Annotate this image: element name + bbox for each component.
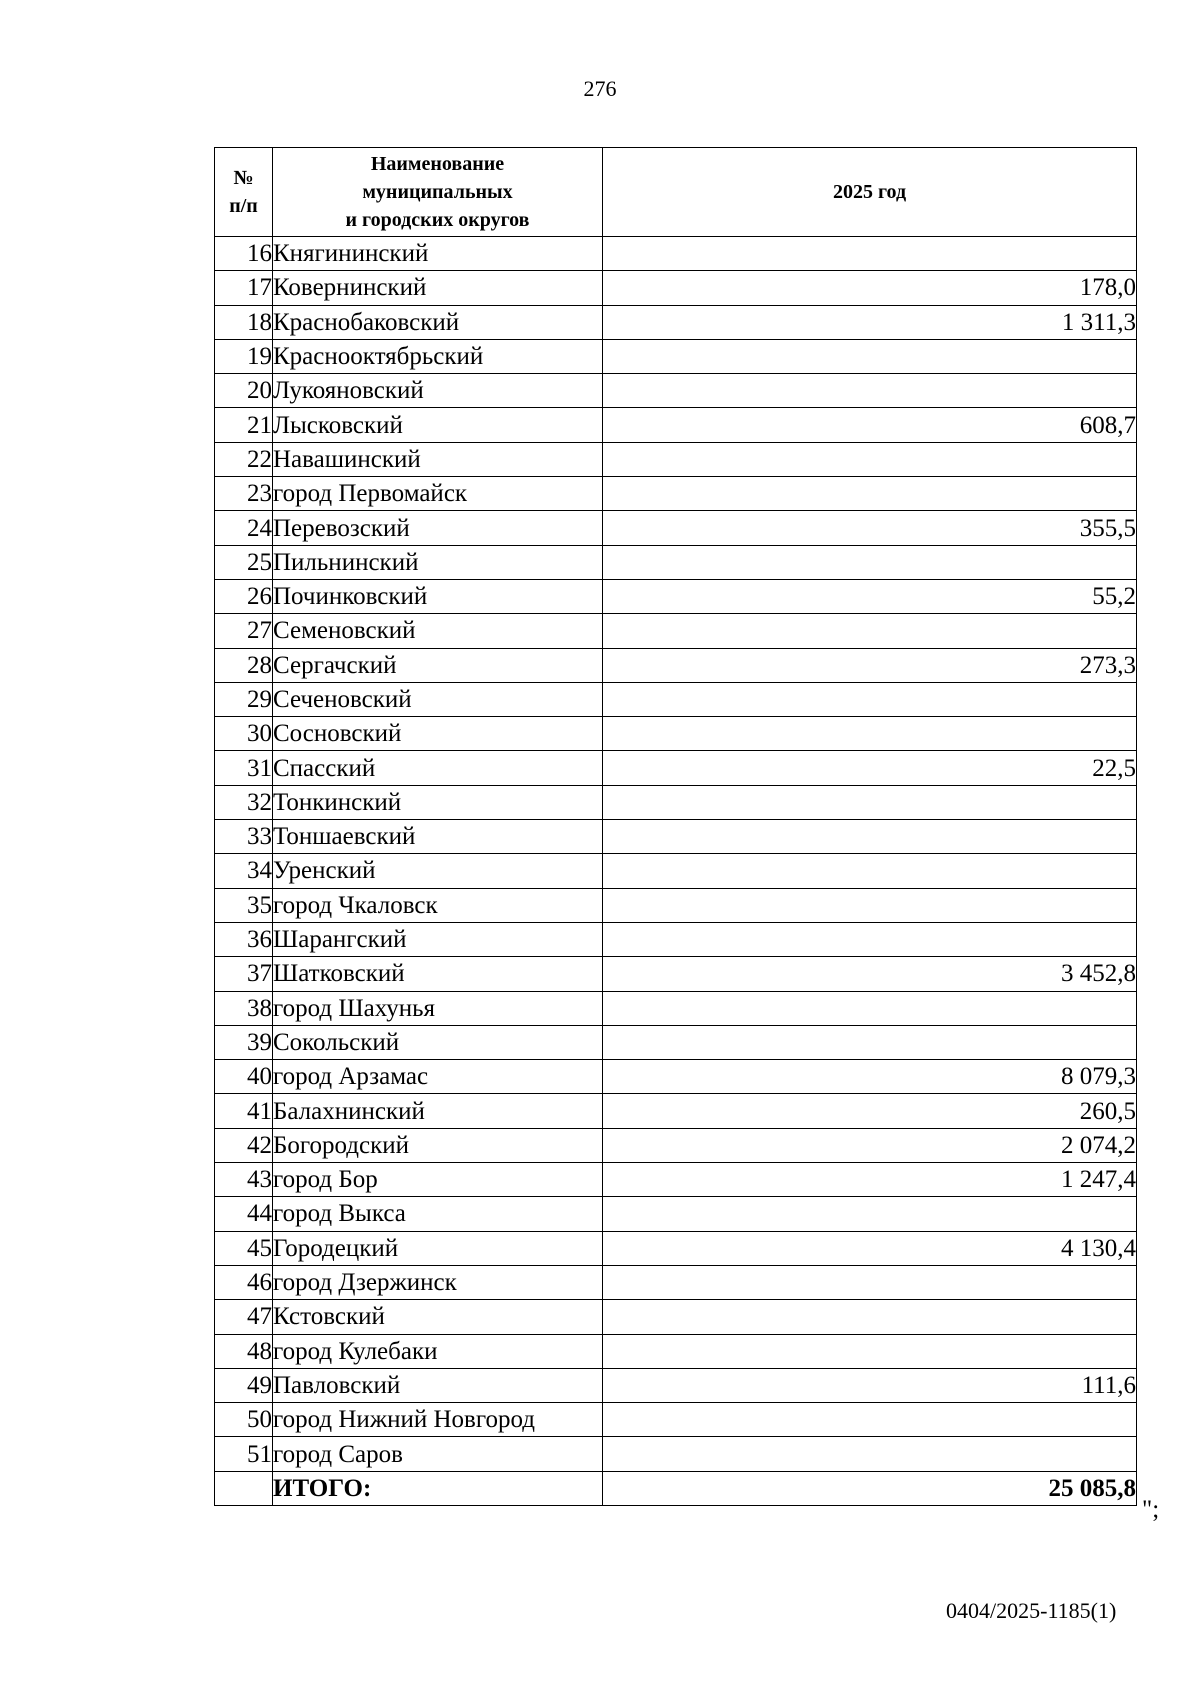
municipality-name: город Чкаловск [273, 888, 603, 922]
amount-2025: 1 311,3 [603, 305, 1137, 339]
row-number: 50 [215, 1403, 273, 1437]
amount-2025: 4 130,4 [603, 1231, 1137, 1265]
header-name-line-2: муниципальных [362, 181, 513, 203]
municipality-name: город Бор [273, 1163, 603, 1197]
table-row [215, 237, 1137, 271]
table-row [215, 408, 1137, 442]
table-row [215, 1231, 1137, 1265]
row-number: 20 [215, 374, 273, 408]
row-number: 34 [215, 854, 273, 888]
municipality-name: Перевозский [273, 511, 603, 545]
table-row [215, 957, 1137, 991]
header-year: 2025 год [603, 148, 1137, 237]
row-number: 19 [215, 339, 273, 373]
municipality-name: Тоншаевский [273, 820, 603, 854]
municipality-name: город Дзержинск [273, 1265, 603, 1299]
table-row [215, 1197, 1137, 1231]
table-row [215, 888, 1137, 922]
municipality-name: город Выкса [273, 1197, 603, 1231]
municipality-name: Городецкий [273, 1231, 603, 1265]
table-row [215, 682, 1137, 716]
amount-2025: 273,3 [603, 648, 1137, 682]
table-row [215, 339, 1137, 373]
amount-2025 [603, 1265, 1137, 1299]
amount-2025: 8 079,3 [603, 1060, 1137, 1094]
table-row [215, 1025, 1137, 1059]
table-row [215, 854, 1137, 888]
row-number: 44 [215, 1197, 273, 1231]
amount-2025 [603, 717, 1137, 751]
row-number: 30 [215, 717, 273, 751]
total-label: ИТОГО: [273, 1471, 603, 1505]
municipality-name: Сеченовский [273, 682, 603, 716]
municipality-name: город Арзамас [273, 1060, 603, 1094]
amount-2025 [603, 1334, 1137, 1368]
row-number: 31 [215, 751, 273, 785]
amount-2025 [603, 339, 1137, 373]
row-number: 39 [215, 1025, 273, 1059]
row-number: 25 [215, 545, 273, 579]
amount-2025 [603, 682, 1137, 716]
row-number: 33 [215, 820, 273, 854]
row-number: 29 [215, 682, 273, 716]
table-row [215, 648, 1137, 682]
municipality-name: город Нижний Новгород [273, 1403, 603, 1437]
table-row [215, 785, 1137, 819]
municipality-name: Княгининский [273, 237, 603, 271]
row-number: 35 [215, 888, 273, 922]
table-row [215, 374, 1137, 408]
document-code: 0404/2025-1185(1) [946, 1598, 1117, 1623]
page-number: 276 [583, 76, 617, 101]
table-row [215, 511, 1137, 545]
municipality-name: город Саров [273, 1437, 603, 1471]
amount-2025: 1 247,4 [603, 1163, 1137, 1197]
amount-2025: 260,5 [603, 1094, 1137, 1128]
header-name-line-3: и городских округов [345, 209, 530, 231]
row-number: 26 [215, 579, 273, 613]
municipality-name: Богородский [273, 1128, 603, 1162]
row-number: 48 [215, 1334, 273, 1368]
row-number: 46 [215, 1265, 273, 1299]
total-row [215, 1471, 1137, 1505]
row-number: 24 [215, 511, 273, 545]
table-row [215, 1060, 1137, 1094]
municipality-name: город Кулебаки [273, 1334, 603, 1368]
municipality-name: Сергачский [273, 648, 603, 682]
table-row [215, 1128, 1137, 1162]
row-number: 27 [215, 614, 273, 648]
closing-quote-mark: "; [1142, 1496, 1160, 1523]
municipality-name: Шатковский [273, 957, 603, 991]
amount-2025 [603, 1197, 1137, 1231]
amount-2025 [603, 374, 1137, 408]
table-row [215, 751, 1137, 785]
row-number: 32 [215, 785, 273, 819]
amount-2025: 22,5 [603, 751, 1137, 785]
table-row [215, 305, 1137, 339]
table-row [215, 1437, 1137, 1471]
row-number: 22 [215, 442, 273, 476]
header-name-line-1: Наименование [370, 153, 505, 175]
municipality-name: Спасский [273, 751, 603, 785]
table-header-row [215, 148, 1137, 237]
header-num-line-2: п/п [229, 195, 258, 217]
municipality-name: Кстовский [273, 1300, 603, 1334]
row-number: 45 [215, 1231, 273, 1265]
row-number: 17 [215, 271, 273, 305]
amount-2025: 2 074,2 [603, 1128, 1137, 1162]
row-number: 23 [215, 477, 273, 511]
row-number: 51 [215, 1437, 273, 1471]
row-number: 36 [215, 922, 273, 956]
row-number: 28 [215, 648, 273, 682]
municipality-name: Сосновский [273, 717, 603, 751]
table-row [215, 1094, 1137, 1128]
municipality-name: Павловский [273, 1368, 603, 1402]
table-row [215, 1403, 1137, 1437]
row-number: 40 [215, 1060, 273, 1094]
municipality-name: Семеновский [273, 614, 603, 648]
table-row [215, 579, 1137, 613]
table-row [215, 1300, 1137, 1334]
row-number: 37 [215, 957, 273, 991]
amount-2025 [603, 785, 1137, 819]
row-number: 16 [215, 237, 273, 271]
amount-2025 [603, 820, 1137, 854]
table-row [215, 1334, 1137, 1368]
municipality-name: Краснобаковский [273, 305, 603, 339]
amount-2025 [603, 614, 1137, 648]
amount-2025 [603, 888, 1137, 922]
municipality-name: Краснооктябрьский [273, 339, 603, 373]
municipality-name: Ковернинский [273, 271, 603, 305]
table-body [215, 237, 1137, 1472]
table-row [215, 614, 1137, 648]
amount-2025: 3 452,8 [603, 957, 1137, 991]
table-row [215, 545, 1137, 579]
municipality-name: Починковский [273, 579, 603, 613]
municipality-name: Лысковский [273, 408, 603, 442]
amount-2025: 178,0 [603, 271, 1137, 305]
amount-2025: 608,7 [603, 408, 1137, 442]
municipality-name: Тонкинский [273, 785, 603, 819]
header-num-line-1: № [233, 167, 254, 189]
amount-2025 [603, 1403, 1137, 1437]
amount-2025: 355,5 [603, 511, 1137, 545]
row-number: 43 [215, 1163, 273, 1197]
header-name [273, 148, 603, 237]
amount-2025 [603, 1025, 1137, 1059]
amount-2025 [603, 237, 1137, 271]
municipality-name: Балахнинский [273, 1094, 603, 1128]
amount-2025 [603, 991, 1137, 1025]
amount-2025 [603, 1300, 1137, 1334]
amount-2025 [603, 1437, 1137, 1471]
municipality-name: город Шахунья [273, 991, 603, 1025]
municipality-name: Шарангский [273, 922, 603, 956]
table-row [215, 271, 1137, 305]
row-number: 47 [215, 1300, 273, 1334]
row-number: 41 [215, 1094, 273, 1128]
table-row [215, 442, 1137, 476]
municipality-name: Пильнинский [273, 545, 603, 579]
amount-2025 [603, 442, 1137, 476]
amount-2025 [603, 545, 1137, 579]
municipality-name: Сокольский [273, 1025, 603, 1059]
municipality-name: город Первомайск [273, 477, 603, 511]
municipality-name: Навашинский [273, 442, 603, 476]
row-number: 38 [215, 991, 273, 1025]
table-row [215, 922, 1137, 956]
row-number: 21 [215, 408, 273, 442]
table-row [215, 717, 1137, 751]
table-row [215, 1265, 1137, 1299]
table-row [215, 477, 1137, 511]
amount-2025 [603, 922, 1137, 956]
municipality-name: Уренский [273, 854, 603, 888]
table-row [215, 820, 1137, 854]
total-value: 25 085,8 [603, 1471, 1137, 1505]
row-number: 18 [215, 305, 273, 339]
table-row [215, 1368, 1137, 1402]
row-number: 49 [215, 1368, 273, 1402]
amount-2025: 111,6 [603, 1368, 1137, 1402]
row-number: 42 [215, 1128, 273, 1162]
amount-2025 [603, 477, 1137, 511]
table-row [215, 991, 1137, 1025]
amount-2025: 55,2 [603, 579, 1137, 613]
municipality-name: Лукояновский [273, 374, 603, 408]
table-row [215, 1163, 1137, 1197]
amount-2025 [603, 854, 1137, 888]
allocation-table [214, 147, 1137, 1506]
total-num-cell [215, 1471, 273, 1505]
header-num [215, 148, 273, 237]
